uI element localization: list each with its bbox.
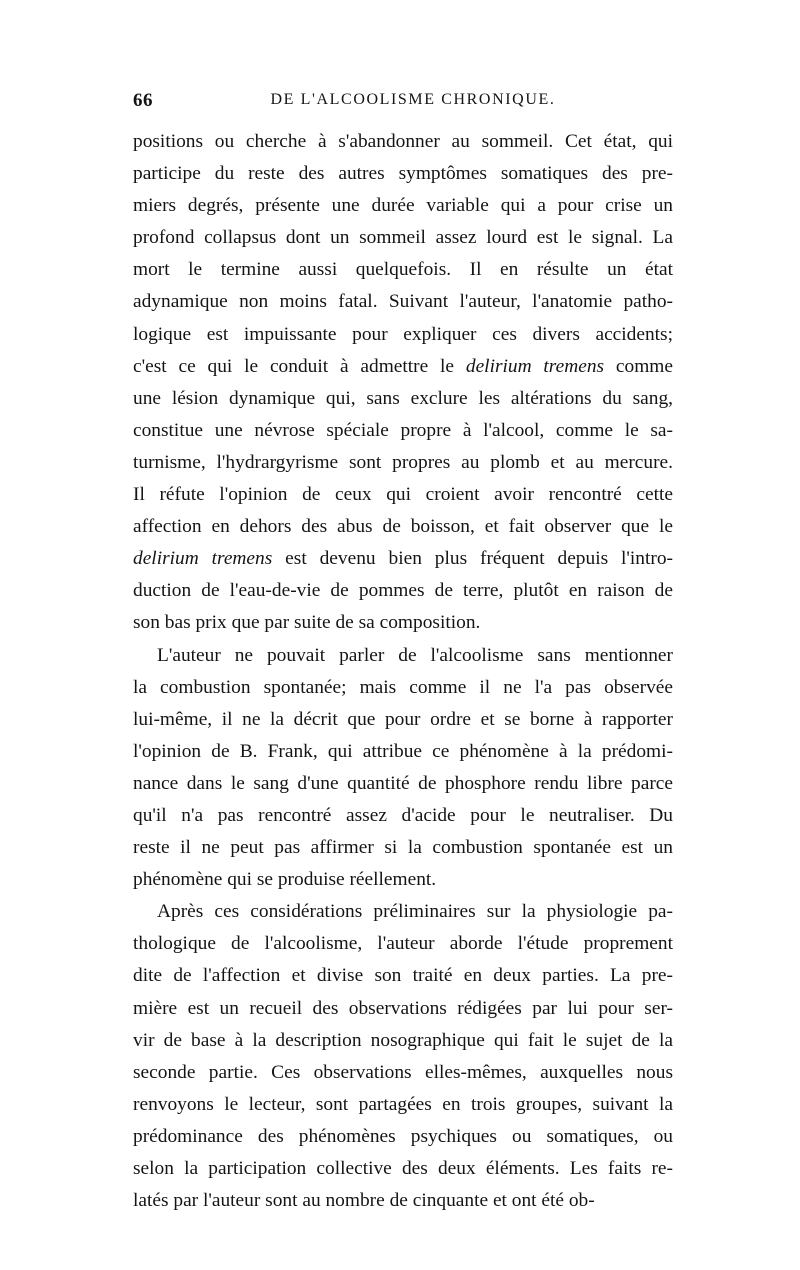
text-line: la combustion spontanée; mais comme il ne l'a pas observée: [133, 676, 673, 698]
paragraph: [133, 126, 673, 640]
text-line: renvoyons le lecteur, sont partagées en trois groupes, suivant la: [133, 1093, 673, 1115]
text-line: positions ou cherche à s'abandonner au sommeil. Cet état, qui: [133, 131, 673, 152]
paragraph: [133, 640, 673, 897]
text-line: turnisme, l'hydrargyrisme sont propres au plomb et au mercure.: [133, 451, 673, 473]
text-line: seconde partie. Ces observations elles-mêmes, auxquelles nous: [133, 1061, 673, 1083]
text-line: selon la participation collective des deux éléments. Les faits re-: [133, 1158, 673, 1179]
page-header: [133, 90, 673, 114]
text-line: son bas prix que par suite de sa composition.: [133, 612, 481, 634]
text-line: Il réfute l'opinion de ceux qui croient avoir rencontré cette: [133, 484, 673, 506]
text-line: prédominance des phénomènes psychiques ou somatiques, ou: [133, 1125, 673, 1147]
text-line: constitue une névrose spéciale propre à l'alcool, comme le sa-: [133, 419, 673, 441]
text-line: mière est un recueil des observations rédigées par lui pour ser-: [133, 997, 673, 1019]
italic-term: delirium tremens: [133, 548, 273, 570]
text-line: nance dans le sang d'une quantité de phosphore rendu libre parce: [133, 772, 673, 794]
paragraph: [133, 896, 673, 1217]
text-line: miers degrés, présente une durée variable qui a pour crise un: [133, 195, 673, 217]
text-line: duction de l'eau-de-vie de pommes de terre, plutôt en raison de: [133, 580, 673, 602]
text-line: qu'il n'a pas rencontré assez d'acide pour le neutraliser. Du: [133, 804, 673, 826]
text-line: c'est ce qui le conduit à admettre le delirium tremens comme: [133, 355, 673, 377]
text-line: reste il ne peut pas affirmer si la combustion spontanée est un: [133, 837, 673, 859]
body-text: [133, 126, 673, 1217]
text-line: Après ces considérations préliminaires sur la physiologie pa-: [157, 901, 673, 923]
text-line: affection en dehors des abus de boisson, et fait observer que le: [133, 516, 673, 538]
italic-term: delirium tremens: [465, 355, 605, 377]
text-line: participe du reste des autres symptômes somatiques des pre-: [133, 163, 673, 185]
text-line: adynamique non moins fatal. Suivant l'auteur, l'anatomie patho-: [133, 291, 673, 313]
text-line: vir de base à la description nosographique qui fait le sujet de la: [133, 1029, 673, 1051]
text-line: une lésion dynamique qui, sans exclure les altérations du sang,: [133, 387, 673, 409]
text-line: latés par l'auteur sont au nombre de cinquante et ont été ob-: [133, 1190, 595, 1212]
text-line: phénomène qui se produise réellement.: [133, 869, 437, 891]
text-line: delirium tremens est devenu bien plus fréquent depuis l'intro-: [133, 548, 673, 570]
text-line: L'auteur ne pouvait parler de l'alcoolisme sans mentionner: [157, 644, 673, 666]
text-line: thologique de l'alcoolisme, l'auteur aborde l'étude proprement: [133, 933, 673, 955]
page-number: 66: [133, 90, 153, 111]
running-title: DE L'ALCOOLISME CHRONIQUE.: [270, 91, 556, 108]
text-line: lui-même, il ne la décrit que pour ordre et se borne à rapporter: [133, 708, 673, 730]
text-line: l'opinion de B. Frank, qui attribue ce phénomène à la prédomi-: [133, 740, 673, 762]
text-line: dite de l'affection et divise son traité en deux parties. La pre-: [133, 965, 673, 987]
text-line: mort le termine aussi quelquefois. Il en résulte un état: [133, 259, 673, 281]
text-line: logique est impuissante pour expliquer ces divers accidents;: [133, 323, 673, 345]
text-line: profond collapsus dont un sommeil assez lourd est le signal. La: [133, 227, 673, 249]
